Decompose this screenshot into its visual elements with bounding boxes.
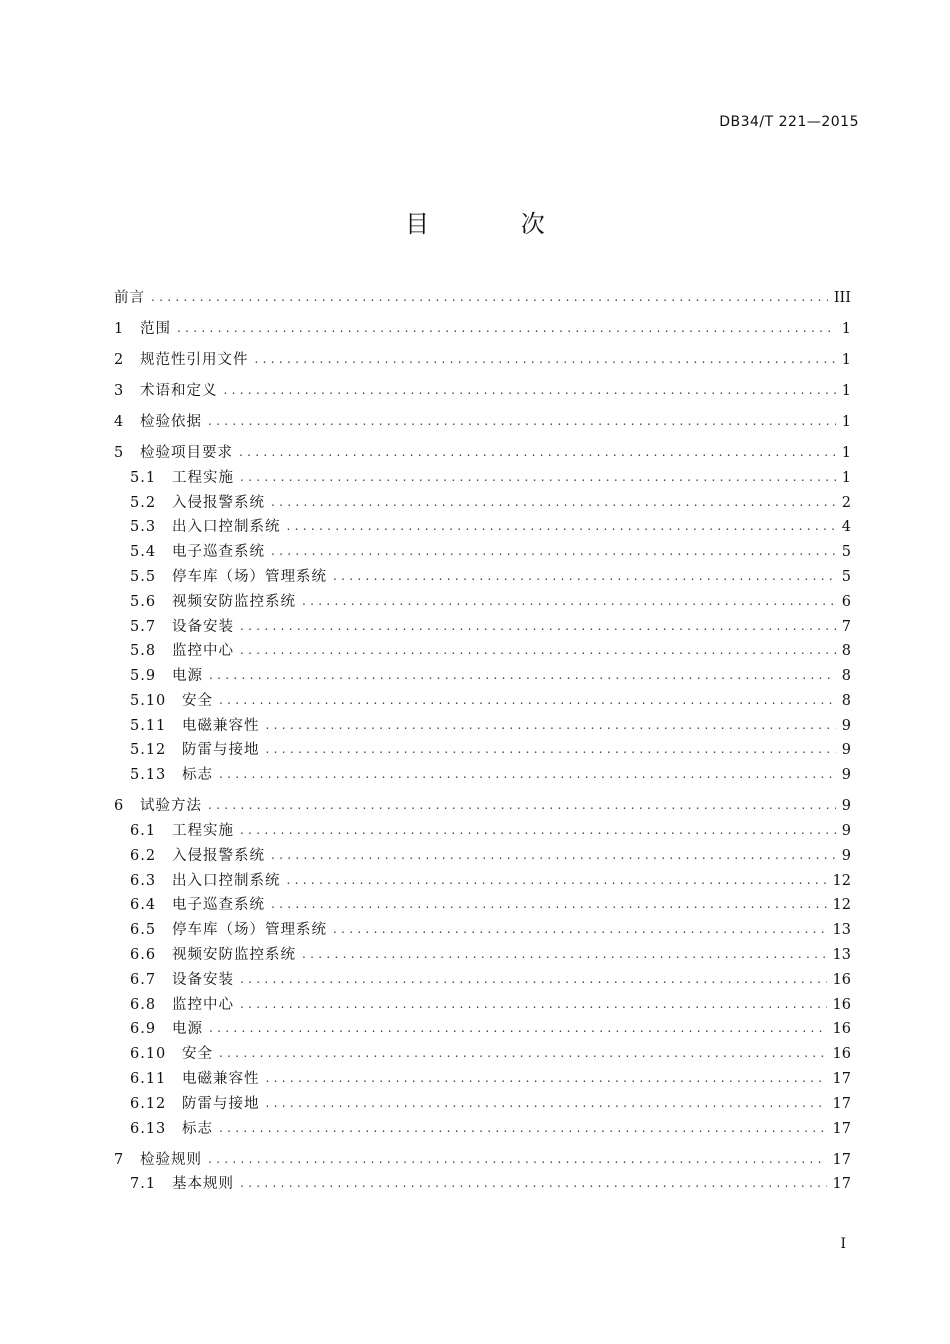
- toc-dot-leader: [287, 514, 836, 539]
- toc-entry-label: 检验依据: [140, 413, 202, 430]
- toc-entry-page: 9: [841, 742, 851, 759]
- toc-entry-page: 12: [832, 872, 851, 889]
- toc-entry[interactable]: [114, 869, 851, 894]
- toc-entry[interactable]: [114, 763, 851, 788]
- toc-entry-number: 5.11: [130, 717, 167, 734]
- toc-entry-label: 监控中心: [172, 996, 234, 1013]
- toc-entry-number: 5: [114, 444, 124, 461]
- toc-entry-number: 6.9: [130, 1021, 157, 1038]
- toc-dot-leader: [271, 843, 836, 868]
- toc-entry-number: 6.10: [130, 1046, 167, 1063]
- toc-entry[interactable]: [114, 565, 851, 590]
- toc-entry-label: 规范性引用文件: [140, 351, 249, 368]
- toc-entry-label: 电磁兼容性: [182, 717, 260, 734]
- toc-entry-page: 12: [832, 897, 851, 914]
- toc-entry-page: 7: [841, 618, 851, 635]
- toc-entry-label: 工程实施: [172, 823, 234, 840]
- toc-entry-page: 1: [841, 413, 851, 430]
- toc-dot-leader: [266, 1091, 827, 1116]
- toc-dot-leader: [271, 490, 836, 515]
- toc-entry-number: 5.13: [130, 767, 167, 784]
- toc-dot-leader: [271, 539, 836, 564]
- toc-entry-number: 1: [114, 320, 124, 337]
- toc-entry-label: 设备安装: [172, 971, 234, 988]
- toc-entry-label: 入侵报警系统: [172, 494, 265, 511]
- toc-entry-label: 出入口控制系统: [172, 872, 281, 889]
- toc-entry-page: 6: [841, 593, 851, 610]
- toc-entry-page: 16: [832, 1021, 851, 1038]
- toc-dot-leader: [208, 1147, 827, 1172]
- toc-entry-number: 6.6: [130, 947, 157, 964]
- toc-entry-number: 6: [114, 798, 124, 815]
- toc-entry-label: 检验项目要求: [140, 444, 233, 461]
- toc-entry-number: 5.6: [130, 593, 157, 610]
- toc-entry-page: 9: [841, 717, 851, 734]
- toc-entry[interactable]: [114, 819, 851, 844]
- toc-dot-leader: [240, 638, 836, 663]
- toc-dot-leader: [240, 992, 827, 1017]
- toc-entry-number: 6.8: [130, 996, 157, 1013]
- toc-dot-leader: [177, 316, 836, 341]
- toc-entry[interactable]: [114, 918, 851, 943]
- toc-entry-number: 3: [114, 382, 124, 399]
- toc-entry[interactable]: [114, 689, 851, 714]
- toc-entry-page: 17: [832, 1071, 851, 1088]
- toc-entry-label: 电源: [172, 1021, 203, 1038]
- toc-dot-leader: [239, 440, 836, 465]
- toc-entry-page: 5: [841, 568, 851, 585]
- toc-entry-label: 防雷与接地: [182, 1095, 260, 1112]
- toc-dot-leader: [333, 564, 836, 589]
- toc-entry[interactable]: [114, 993, 851, 1018]
- toc-dot-leader: [209, 663, 836, 688]
- toc-entry[interactable]: [114, 639, 851, 664]
- toc-entry[interactable]: [114, 317, 851, 342]
- toc-entry-label: 电磁兼容性: [182, 1071, 260, 1088]
- toc-entry[interactable]: [114, 664, 851, 689]
- toc-entry-page: 8: [841, 668, 851, 685]
- toc-entry-label: 电子巡查系统: [172, 544, 265, 561]
- toc-dot-leader: [240, 465, 836, 490]
- toc-entry-number: 5.4: [130, 544, 157, 561]
- toc-entry[interactable]: [114, 1117, 851, 1142]
- toc-entry-label: 设备安装: [172, 618, 234, 635]
- toc-dot-leader: [209, 1016, 827, 1041]
- toc-dot-leader: [266, 737, 836, 762]
- toc-entry-number: 5.9: [130, 668, 157, 685]
- toc-entry[interactable]: [114, 1172, 851, 1197]
- toc-entry[interactable]: [114, 968, 851, 993]
- page-title: 目 次: [405, 210, 587, 238]
- toc-dot-leader: [240, 614, 836, 639]
- toc-entry-page: 13: [832, 922, 851, 939]
- toc-entry-label: 工程实施: [172, 469, 234, 486]
- toc-dot-leader: [266, 713, 836, 738]
- toc-entry-number: 5.1: [130, 469, 157, 486]
- toc-entry[interactable]: [114, 515, 851, 540]
- toc-entry[interactable]: [114, 379, 851, 404]
- toc-entry-label: 前言: [114, 290, 145, 306]
- toc-entry[interactable]: [114, 410, 851, 435]
- toc-entry[interactable]: [114, 794, 851, 819]
- toc-dot-leader: [271, 892, 827, 917]
- toc-entry-page: 1: [841, 351, 851, 368]
- toc-entry-number: 5.8: [130, 643, 157, 660]
- toc-entry[interactable]: [114, 943, 851, 968]
- toc-entry-number: 6.12: [130, 1095, 167, 1112]
- toc-entry[interactable]: [114, 540, 851, 565]
- toc-entry-page: 2: [841, 494, 851, 511]
- toc-dot-leader: [219, 1041, 827, 1066]
- toc-dot-leader: [302, 589, 836, 614]
- toc-entry-label: 安全: [182, 1046, 213, 1063]
- toc-entry-number: 5.5: [130, 568, 157, 585]
- toc-dot-leader: [266, 1066, 827, 1091]
- toc-entry-page: 16: [832, 1046, 851, 1063]
- toc-entry[interactable]: [114, 1017, 851, 1042]
- toc-entry-page: 17: [832, 1095, 851, 1112]
- toc-entry-page: 9: [841, 823, 851, 840]
- toc-entry-number: 7.1: [130, 1176, 157, 1193]
- toc-dot-leader: [302, 942, 827, 967]
- toc-entry-label: 停车库（场）管理系统: [172, 922, 327, 939]
- toc-entry-number: 6.2: [130, 847, 157, 864]
- toc-dot-leader: [224, 378, 836, 403]
- toc-entry-label: 基本规则: [172, 1176, 234, 1193]
- toc-entry-page: 16: [832, 971, 851, 988]
- toc-entry-page: 17: [832, 1176, 851, 1193]
- toc-entry-label: 范围: [140, 320, 171, 337]
- toc-entry-page: 1: [841, 320, 851, 337]
- toc-entry[interactable]: [114, 893, 851, 918]
- toc-entry-label: 标志: [182, 767, 213, 784]
- toc-entry-page: 4: [841, 519, 851, 536]
- toc-entry[interactable]: [114, 844, 851, 869]
- toc-dot-leader: [219, 1116, 827, 1141]
- toc-entry-page: 17: [832, 1120, 851, 1137]
- toc-dot-leader: [255, 347, 836, 372]
- toc-entry-page: 17: [832, 1151, 851, 1168]
- toc-entry[interactable]: [114, 348, 851, 373]
- toc-entry-number: 6.4: [130, 897, 157, 914]
- toc-entry-number: 4: [114, 413, 124, 430]
- toc-entry-label: 电源: [172, 668, 203, 685]
- toc-entry-number: 7: [114, 1151, 124, 1168]
- toc-entry-label: 视频安防监控系统: [172, 593, 296, 610]
- toc-entry[interactable]: [114, 714, 851, 739]
- toc-entry[interactable]: [114, 590, 851, 615]
- toc-entry-page: 8: [841, 643, 851, 660]
- toc-entry-page: 1: [841, 382, 851, 399]
- toc-entry-page: 1: [841, 444, 851, 461]
- toc-entry-label: 检验规则: [140, 1151, 202, 1168]
- toc-entry-page: 16: [832, 996, 851, 1013]
- toc-dot-leader: [208, 409, 836, 434]
- toc-dot-leader: [240, 818, 836, 843]
- toc-entry-number: 5.12: [130, 742, 167, 759]
- toc-entry-label: 标志: [182, 1120, 213, 1137]
- toc-entry[interactable]: [114, 615, 851, 640]
- table-of-contents: [114, 286, 851, 1197]
- toc-entry[interactable]: [114, 441, 851, 466]
- toc-entry-number: 2: [114, 351, 124, 368]
- toc-entry-number: 6.3: [130, 872, 157, 889]
- toc-entry[interactable]: [114, 491, 851, 516]
- toc-dot-leader: [287, 868, 827, 893]
- toc-entry-page: 9: [841, 767, 851, 784]
- toc-entry-number: 6.1: [130, 823, 157, 840]
- toc-entry-label: 电子巡查系统: [172, 897, 265, 914]
- toc-entry-number: 6.13: [130, 1120, 167, 1137]
- toc-entry-label: 安全: [182, 692, 213, 709]
- toc-entry-number: 5.10: [130, 692, 167, 709]
- toc-entry-page: 5: [841, 544, 851, 561]
- toc-entry-number: 5.2: [130, 494, 157, 511]
- toc-entry-number: 6.11: [130, 1071, 167, 1088]
- toc-dot-leader: [333, 917, 827, 942]
- toc-entry[interactable]: [114, 286, 851, 311]
- toc-entry-label: 防雷与接地: [182, 742, 260, 759]
- toc-entry-number: 5.3: [130, 519, 157, 536]
- toc-entry[interactable]: [114, 1042, 851, 1067]
- toc-entry-page: 9: [841, 798, 851, 815]
- toc-dot-leader: [219, 762, 836, 787]
- toc-entry-label: 监控中心: [172, 643, 234, 660]
- toc-entry[interactable]: [114, 1148, 851, 1173]
- toc-entry-number: 6.7: [130, 971, 157, 988]
- toc-entry[interactable]: [114, 466, 851, 491]
- toc-entry-number: 6.5: [130, 922, 157, 939]
- toc-dot-leader: [240, 967, 827, 992]
- toc-entry-label: 入侵报警系统: [172, 847, 265, 864]
- toc-entry-number: 5.7: [130, 618, 157, 635]
- toc-entry-page: III: [833, 290, 851, 306]
- toc-entry-page: 13: [832, 947, 851, 964]
- toc-entry-label: 视频安防监控系统: [172, 947, 296, 964]
- toc-entry-label: 出入口控制系统: [172, 519, 281, 536]
- toc-entry-label: 术语和定义: [140, 382, 218, 399]
- toc-dot-leader: [208, 793, 836, 818]
- toc-entry-page: 8: [841, 692, 851, 709]
- toc-entry-label: 试验方法: [140, 798, 202, 815]
- toc-dot-leader: [240, 1171, 827, 1196]
- page-number: I: [840, 1236, 846, 1252]
- toc-entry-page: 9: [841, 847, 851, 864]
- document-code: DB34/T 221—2015: [719, 114, 859, 130]
- toc-entry[interactable]: [114, 1067, 851, 1092]
- toc-entry[interactable]: [114, 738, 851, 763]
- toc-dot-leader: [219, 688, 836, 713]
- toc-entry-label: 停车库（场）管理系统: [172, 568, 327, 585]
- toc-entry[interactable]: [114, 1092, 851, 1117]
- toc-dot-leader: [151, 285, 828, 310]
- toc-entry-page: 1: [841, 469, 851, 486]
